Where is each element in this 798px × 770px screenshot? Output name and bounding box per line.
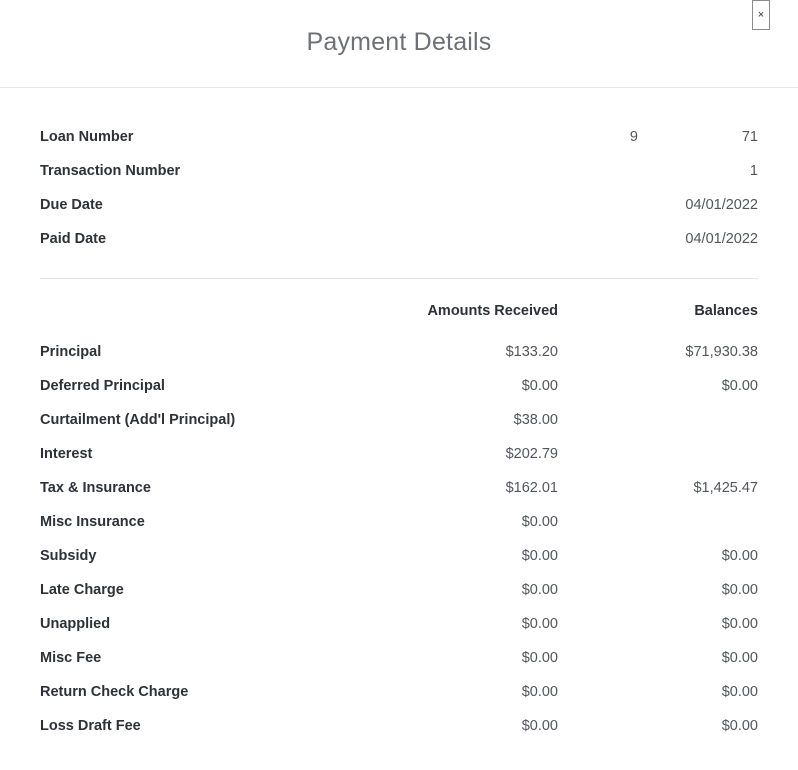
row-balance: [558, 505, 758, 539]
row-label: Transaction Number: [40, 163, 181, 179]
row-balance: $0.00: [721, 684, 758, 700]
table-row: [40, 188, 758, 222]
row-balance: [558, 403, 758, 437]
row-label: Interest: [40, 446, 93, 462]
table-row: [40, 573, 758, 607]
row-received: $0.00: [521, 514, 558, 530]
table-row: [40, 641, 758, 675]
row-received: $162.01: [505, 480, 558, 496]
row-received: $0.00: [521, 616, 558, 632]
row-balance: $0.00: [721, 616, 758, 632]
table-header-row: [40, 285, 758, 335]
table-row: [40, 335, 758, 369]
column-header-balances: Balances: [694, 303, 758, 319]
row-right-value: 04/01/2022: [685, 231, 758, 247]
table-row: [40, 539, 758, 573]
row-balance: $0.00: [721, 548, 758, 564]
table-row: [40, 709, 758, 743]
row-received: $38.00: [513, 412, 558, 428]
row-label: Tax & Insurance: [40, 480, 151, 496]
page-title: Payment Details: [306, 28, 492, 56]
table-row: [40, 437, 758, 471]
row-label: Loss Draft Fee: [40, 718, 141, 734]
row-received: $0.00: [521, 650, 558, 666]
loan-info-table: [40, 120, 758, 256]
row-received: $133.20: [505, 344, 558, 360]
row-mid-value: [498, 188, 638, 222]
table-row: [40, 505, 758, 539]
amounts-table: [40, 285, 758, 743]
row-label: Deferred Principal: [40, 378, 165, 394]
row-label: Late Charge: [40, 582, 124, 598]
row-balance: $1,425.47: [693, 480, 758, 496]
column-header-blank: [40, 285, 358, 335]
row-label: Misc Fee: [40, 650, 102, 666]
row-balance: $71,930.38: [685, 344, 758, 360]
table-row: [40, 369, 758, 403]
row-received: $0.00: [521, 718, 558, 734]
table-row: [40, 403, 758, 437]
section-divider: [40, 278, 758, 279]
row-received: $0.00: [521, 684, 558, 700]
row-balance: $0.00: [721, 582, 758, 598]
row-label: Subsidy: [40, 548, 97, 564]
row-received: $0.00: [521, 548, 558, 564]
modal-body: [0, 120, 798, 743]
row-label: Paid Date: [40, 231, 107, 247]
close-icon[interactable]: ×: [752, 0, 770, 30]
table-row: [40, 154, 758, 188]
row-received: $202.79: [505, 446, 558, 462]
row-label: Misc Insurance: [40, 514, 145, 530]
table-row: [40, 675, 758, 709]
row-label: Curtailment (Add'l Principal): [40, 412, 236, 428]
row-right-value: 1: [749, 163, 758, 179]
row-balance: $0.00: [721, 718, 758, 734]
row-balance: $0.00: [721, 378, 758, 394]
row-label: Due Date: [40, 197, 103, 213]
row-mid-value: 9: [629, 129, 638, 145]
modal-header: [0, 0, 798, 88]
row-label: Loan Number: [40, 129, 134, 145]
row-balance: $0.00: [721, 650, 758, 666]
row-label: Unapplied: [40, 616, 111, 632]
table-row: [40, 607, 758, 641]
row-mid-value: [498, 154, 638, 188]
table-row: [40, 471, 758, 505]
row-mid-value: [498, 222, 638, 256]
row-received: $0.00: [521, 378, 558, 394]
table-row: [40, 222, 758, 256]
row-received: $0.00: [521, 582, 558, 598]
row-right-value: 71: [741, 129, 758, 145]
row-label: Principal: [40, 344, 102, 360]
row-right-value: 04/01/2022: [685, 197, 758, 213]
table-row: [40, 120, 758, 154]
column-header-amounts-received: Amounts Received: [427, 303, 558, 319]
row-label: Return Check Charge: [40, 684, 189, 700]
row-balance: [558, 437, 758, 471]
